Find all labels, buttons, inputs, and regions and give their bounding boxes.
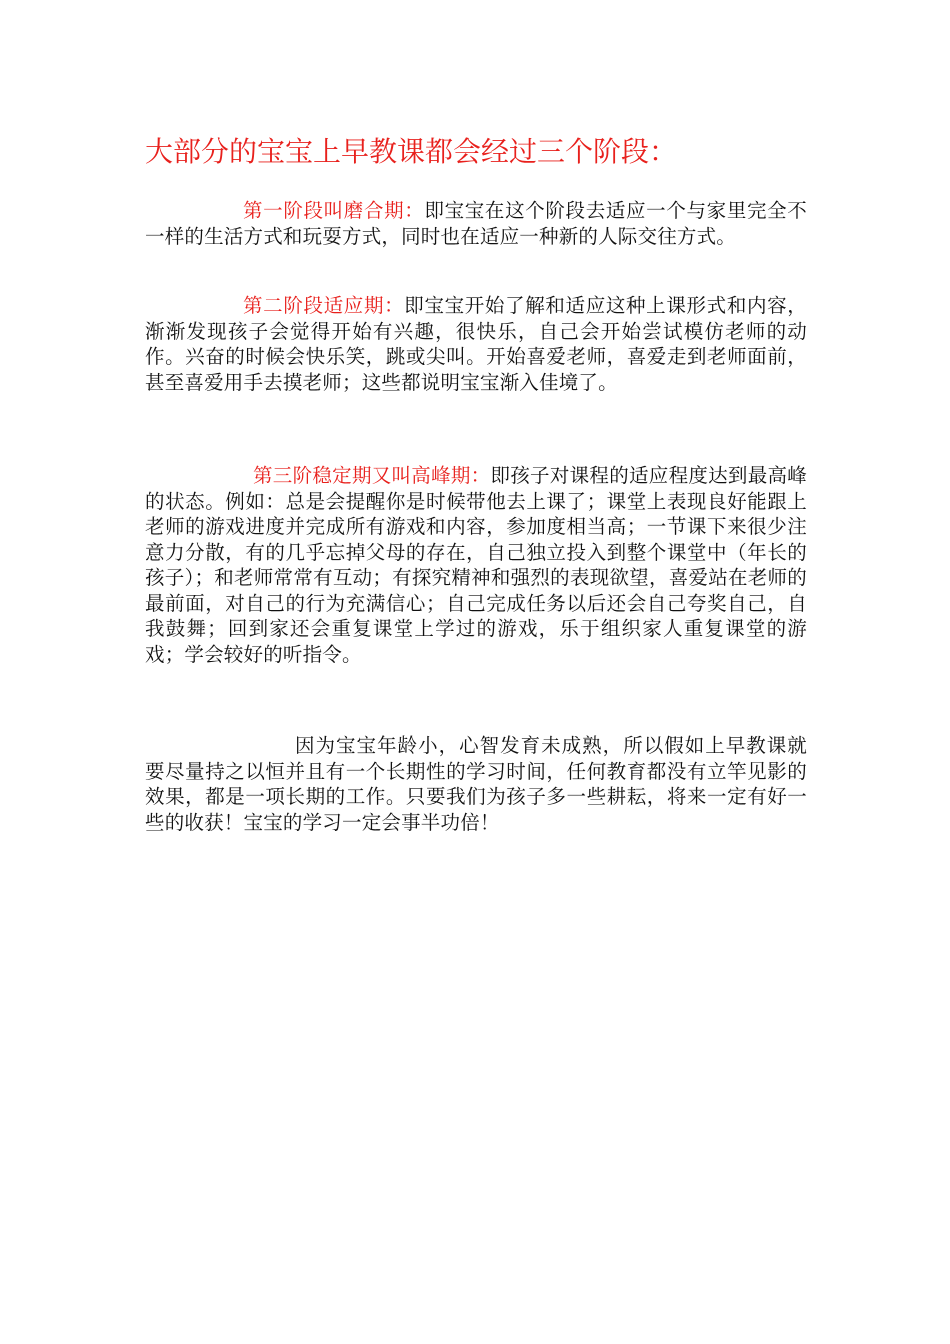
stage-1-paragraph [145, 198, 807, 249]
conclusion-paragraph: 因为宝宝年龄小，心智发育未成熟，所以假如上早教课就要尽量持之以恒并且有一个长期性的学习时间，任何教育都没有立竿见影的效果，都是一项长期的工作。只要我们为孩子多一些耕耘，将来一定有好一些的收获！宝宝的学习一定会事半功倍！ [145, 734, 807, 834]
stage-3-heading: 第三阶稳定期又叫高峰期： [253, 464, 491, 487]
stage-3-paragraph [145, 463, 807, 667]
stage-2-body: 即宝宝开始了解和适应这种上课形式和内容，渐渐发现孩子会觉得开始有兴趣，很快乐，自己会开始尝试模仿老师的动作。兴奋的时候会快乐笑，跳或尖叫。开始喜爱老师，喜爱走到老师面前，甚至喜爱用手去摸老师；这些都说明宝宝渐入佳境了。 [145, 294, 807, 394]
stage-1-body: 即宝宝在这个阶段去适应一个与家里完全不一样的生活方式和玩耍方式，同时也在适应一种新的人际交往方式。 [145, 199, 807, 248]
document-title: 大部分的宝宝上早教课都会经过三个阶段： [145, 135, 678, 168]
stage-3-body: 即孩子对课程的适应程度达到最高峰的状态。例如：总是会提醒你是时候带他去上课了；课堂上表现良好能跟上老师的游戏进度并完成所有游戏和内容，参加度相当高；一节课下来很少注意力分散，有的几乎忘掉父母的存在，自己独立投入到整个课堂中（年长的孩子）；和老师常常有互动；有探究精神和强烈的表现欲望，喜爱站在老师的最前面，对自己的行为充满信心；自己完成任务以后还会自己夸奖自己，自我鼓舞；回到家还会重复课堂上学过的游戏，乐于组织家人重复课堂的游戏；学会较好的听指令。 [145, 464, 807, 666]
stage-2-heading: 第二阶段适应期： [243, 294, 405, 317]
stage-2-paragraph [145, 293, 807, 395]
stage-1-heading: 第一阶段叫磨合期： [243, 199, 425, 222]
